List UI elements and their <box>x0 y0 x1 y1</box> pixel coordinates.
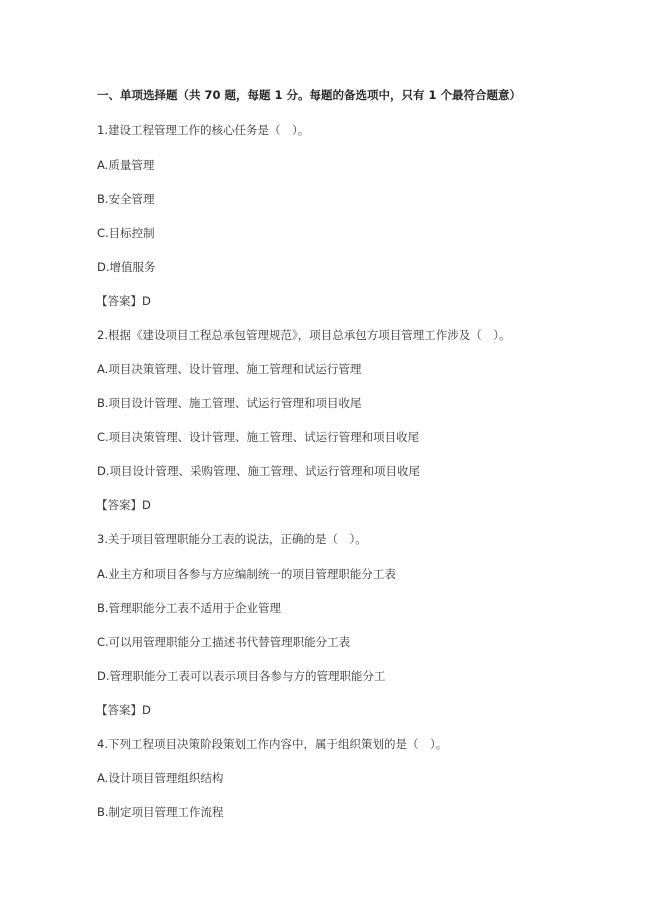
option-d: D.增值服务 <box>97 260 156 274</box>
question-stem: 3.关于项目管理职能分工表的说法，正确的是（ ）。 <box>97 532 367 546</box>
answer-label: 【答案】D <box>96 498 151 512</box>
question-stem: 1.建设工程管理工作的核心任务是（ ）。 <box>97 123 310 137</box>
option-a: A.质量管理 <box>97 158 155 172</box>
option-b: B.制定项目管理工作流程 <box>97 805 224 819</box>
answer-label: 【答案】D <box>96 294 151 308</box>
option-c: C.项目决策管理、设计管理、施工管理、试运行管理和项目收尾 <box>97 430 420 444</box>
option-d: D.管理职能分工表可以表示项目各参与方的管理职能分工 <box>97 669 386 683</box>
option-a: A.项目决策管理、设计管理、施工管理和试运行管理 <box>97 362 362 376</box>
question-stem: 2.根据《建设项目工程总承包管理规范》，项目总承包方项目管理工作涉及（ ）。 <box>97 328 511 342</box>
option-b: B.项目设计管理、施工管理、试运行管理和项目收尾 <box>97 396 362 410</box>
option-b: B.安全管理 <box>97 192 155 206</box>
section-heading: 一、单项选择题（共 70 题，每题 1 分。每题的备选项中，只有 1 个最符合题意） <box>97 88 522 102</box>
option-a: A.设计项目管理组织结构 <box>97 771 224 785</box>
answer-label: 【答案】D <box>96 703 151 717</box>
option-c: C.可以用管理职能分工描述书代替管理职能分工表 <box>97 635 351 649</box>
option-b: B.管理职能分工表不适用于企业管理 <box>97 601 282 615</box>
option-d: D.项目设计管理、采购管理、施工管理、试运行管理和项目收尾 <box>97 464 421 478</box>
option-a: A.业主方和项目各参与方应编制统一的项目管理职能分工表 <box>97 567 396 581</box>
question-stem: 4.下列工程项目决策阶段策划工作内容中，属于组织策划的是（ ）。 <box>97 737 448 751</box>
option-c: C.目标控制 <box>97 226 155 240</box>
